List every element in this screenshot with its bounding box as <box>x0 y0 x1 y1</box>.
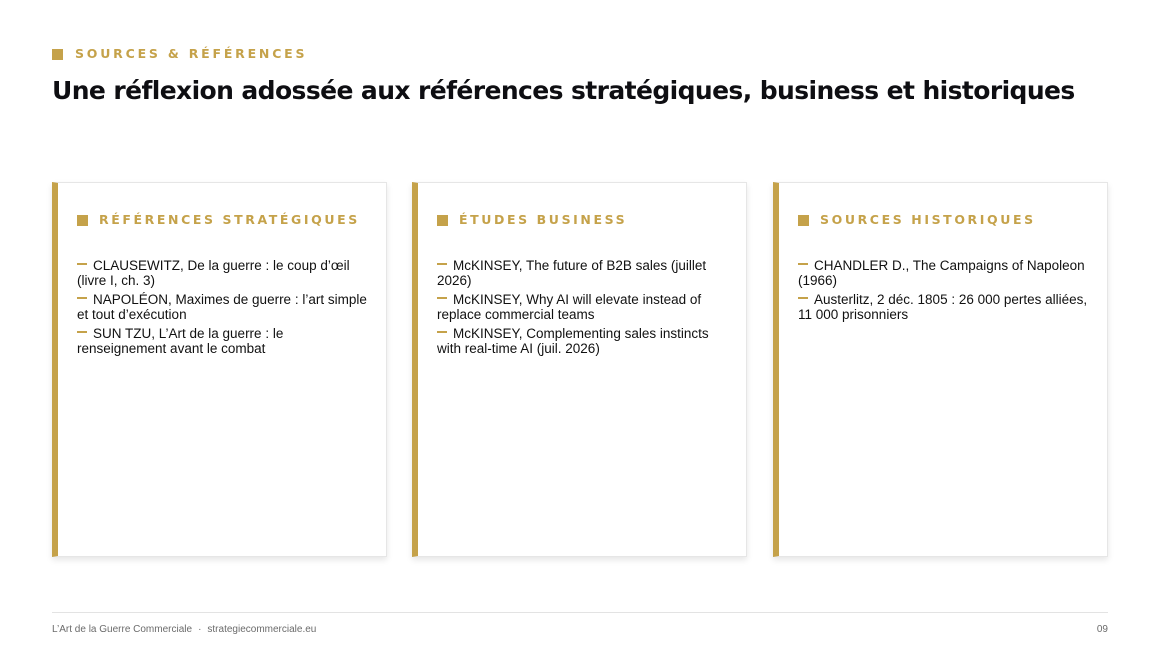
list-item <box>77 326 367 356</box>
page-title: Une réflexion adossée aux références stratégiques, business et historiques <box>52 76 1075 105</box>
page-number: 09 <box>1096 624 1108 635</box>
list-item <box>798 292 1088 322</box>
list-item-text: McKINSEY, The future of B2B sales (juillet 2026) <box>437 258 707 288</box>
footer-divider <box>52 612 1108 613</box>
list-item <box>437 326 727 356</box>
card-square-icon <box>437 215 448 226</box>
list-item <box>437 292 727 322</box>
list-item-text: Austerlitz, 2 déc. 1805 : 26 000 pertes alliées, 11 000 prisonniers <box>798 292 1088 322</box>
card-heading: RÉFÉRENCES STRATÉGIQUES <box>99 212 360 227</box>
list-item <box>77 258 367 288</box>
list-item-text: McKINSEY, Complementing sales instincts with real-time AI (juil. 2026) <box>437 326 709 356</box>
card-heading: ÉTUDES BUSINESS <box>459 212 628 227</box>
dash-icon <box>798 263 808 265</box>
dash-icon <box>77 263 87 265</box>
dash-icon <box>77 297 87 299</box>
reference-list <box>437 258 727 360</box>
card-strategic-references <box>52 182 387 557</box>
footer-brand <box>52 624 316 635</box>
card-header <box>77 213 360 227</box>
card-header <box>798 213 1036 227</box>
dash-icon <box>798 297 808 299</box>
eyebrow-label: SOURCES & RÉFÉRENCES <box>75 46 308 61</box>
dash-icon <box>437 297 447 299</box>
list-item-text: McKINSEY, Why AI will elevate instead of replace commercial teams <box>437 292 702 322</box>
card-square-icon <box>798 215 809 226</box>
card-header <box>437 213 627 227</box>
list-item-text: CHANDLER D., The Campaigns of Napoleon (1966) <box>798 258 1085 288</box>
footer-brand-name: L’Art de la Guerre Commerciale <box>52 624 193 635</box>
section-eyebrow <box>52 47 307 61</box>
footer-separator: · <box>198 624 202 635</box>
footer-site: strategiecommerciale.eu <box>207 624 317 635</box>
dash-icon <box>437 331 447 333</box>
card-square-icon <box>77 215 88 226</box>
reference-cards <box>52 182 1108 557</box>
list-item-text: CLAUSEWITZ, De la guerre : le coup d’œil (livre I, ch. 3) <box>77 258 350 288</box>
reference-list <box>77 258 367 360</box>
list-item <box>798 258 1088 288</box>
reference-list <box>798 258 1088 326</box>
dash-icon <box>77 331 87 333</box>
eyebrow-square-icon <box>52 49 63 60</box>
list-item-text: SUN TZU, L’Art de la guerre : le renseignement avant le combat <box>77 326 284 356</box>
card-business-studies <box>412 182 747 557</box>
card-historical-sources <box>773 182 1108 557</box>
card-heading: SOURCES HISTORIQUES <box>820 212 1036 227</box>
dash-icon <box>437 263 447 265</box>
list-item <box>437 258 727 288</box>
list-item-text: NAPOLÉON, Maximes de guerre : l’art simple et tout d’exécution <box>77 292 367 322</box>
list-item <box>77 292 367 322</box>
